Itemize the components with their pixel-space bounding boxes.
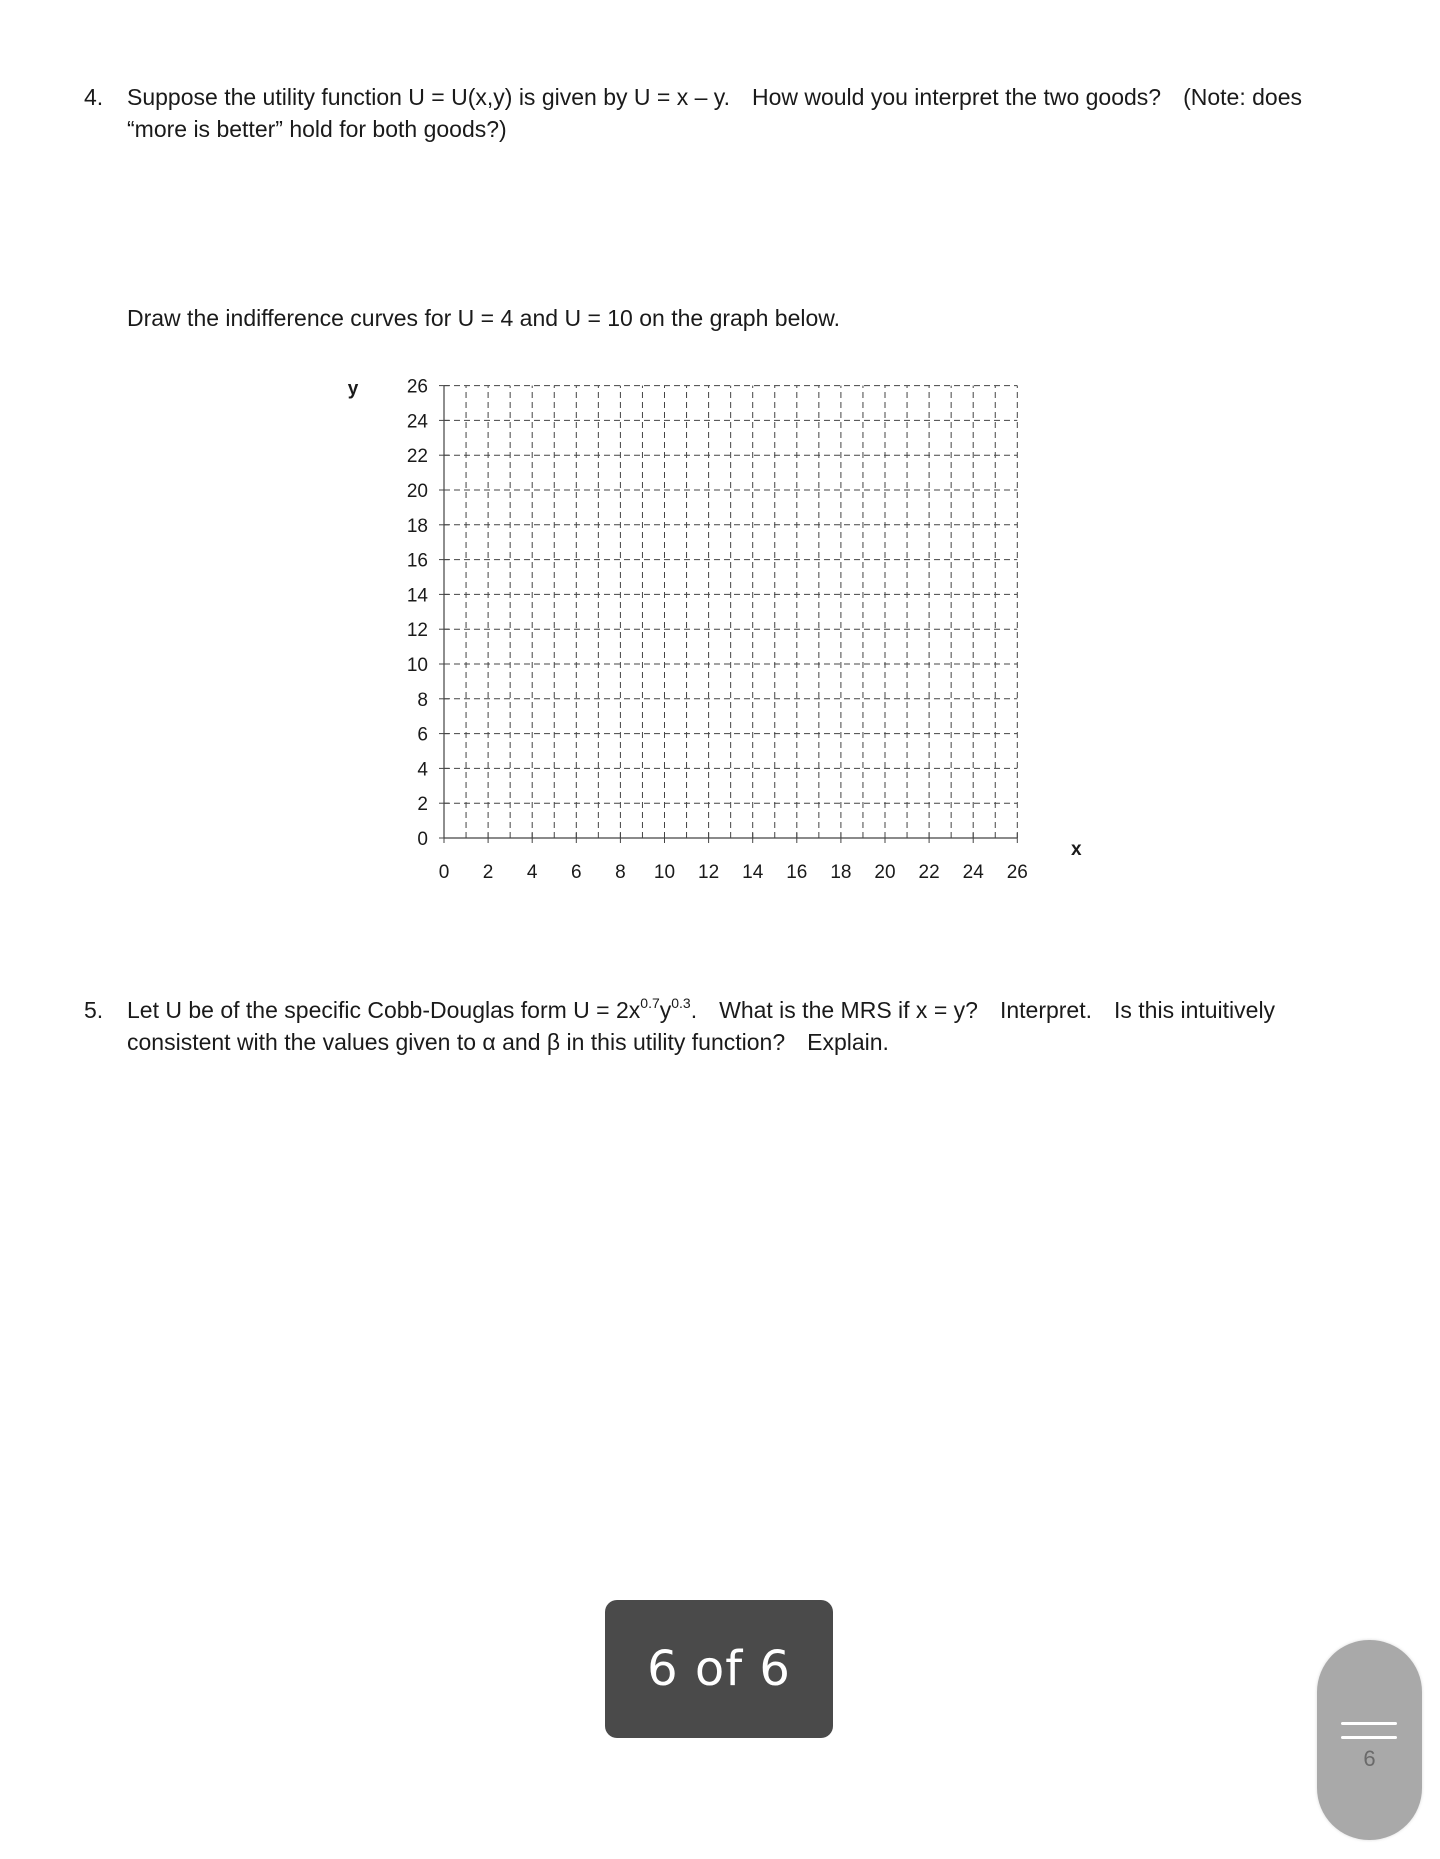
y-tick-label: 16 bbox=[406, 550, 428, 572]
x-tick-label: 2 bbox=[482, 862, 494, 883]
y-axis-label: y bbox=[347, 378, 359, 400]
y-tick-label: 22 bbox=[406, 446, 428, 468]
question-line-1: Let U be of the specific Cobb-Douglas form $U = 2x^{0.7}y^{0.3}$. What is the MRS if x = y? Interpret. Is this intuitively bbox=[127, 995, 1276, 1023]
y-tick-label: 2 bbox=[417, 794, 428, 816]
x-tick-label: 12 bbox=[698, 862, 720, 883]
y-tick-label: 0 bbox=[417, 829, 428, 850]
y-tick-label: 26 bbox=[406, 376, 428, 398]
question-line-2: “more is better” hold for both goods?) bbox=[127, 116, 507, 142]
x-tick-label: 22 bbox=[918, 862, 940, 883]
x-tick-label: 20 bbox=[874, 862, 896, 883]
x-tick-label: 16 bbox=[786, 862, 808, 883]
x-tick-label: 6 bbox=[571, 862, 582, 883]
page-indicator: 6 of 6 bbox=[605, 1600, 833, 1738]
x-tick-label: 18 bbox=[830, 862, 852, 883]
x-tick-label: 4 bbox=[526, 862, 538, 883]
x-tick-label: 26 bbox=[1006, 862, 1028, 883]
y-tick-label: 4 bbox=[417, 759, 428, 781]
x-tick-label: 10 bbox=[653, 862, 676, 883]
question-text bbox=[127, 994, 1275, 1058]
question-number: 5. bbox=[84, 997, 104, 1023]
scroll-handle[interactable] bbox=[1317, 1640, 1422, 1840]
y-tick-label: 14 bbox=[406, 585, 428, 607]
y-tick-label: 20 bbox=[406, 481, 428, 502]
graph-instruction: Draw the indifference curves for U = 4 and U = 10 on the graph below. bbox=[127, 305, 840, 331]
question-number: 4. bbox=[84, 84, 104, 110]
grip-line-icon bbox=[1341, 1722, 1397, 1725]
y-tick-label: 6 bbox=[417, 724, 428, 746]
y-tick-label: 8 bbox=[417, 689, 428, 711]
question-text bbox=[127, 81, 1302, 145]
y-tick-label: 18 bbox=[406, 515, 428, 537]
y-tick-label: 12 bbox=[406, 620, 428, 642]
scroll-page-number: 6 bbox=[1363, 1746, 1376, 1771]
question-line-1: Suppose the utility function U = U(x,y) is given by U = x – y. How would you interpret the two goods? (Note: does bbox=[127, 84, 1302, 110]
x-tick-label: 8 bbox=[615, 862, 626, 883]
indifference-curve-graph bbox=[340, 375, 1082, 895]
y-tick-label: 24 bbox=[406, 411, 428, 433]
x-tick-label: 14 bbox=[742, 862, 764, 883]
x-tick-label: 24 bbox=[962, 862, 984, 883]
grip-line-icon bbox=[1341, 1736, 1397, 1739]
y-tick-label: 10 bbox=[406, 655, 428, 676]
question-line-2: consistent with the values given to α and β in this utility function? Explain. bbox=[127, 1029, 889, 1055]
x-axis-label: x bbox=[1071, 839, 1082, 860]
x-tick-label: 0 bbox=[438, 862, 450, 883]
